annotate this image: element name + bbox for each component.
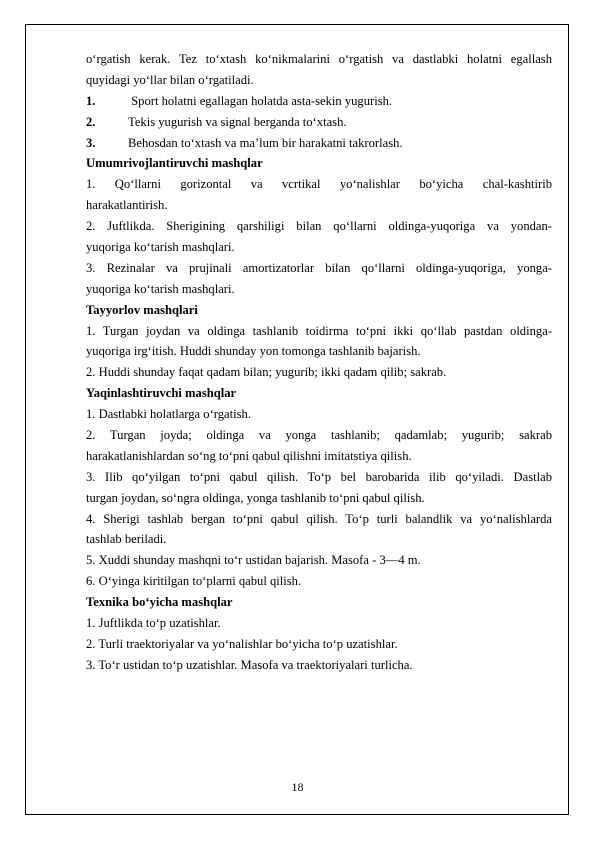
text-line: 3. To‘r ustidan to‘p uzatishlar. Masofa va traektoriyalari turlicha.	[86, 657, 413, 672]
text-line: 3. Ilib qo‘yilgan to‘pni qabul qilish. To‘p bel barobarida ilib qo‘yiladi. Dastlab	[86, 469, 552, 484]
text-line: 1. Dastlabki holatlarga o‘rgatish.	[86, 407, 251, 422]
text-line: quyidagi yo‘llar bilan o‘rgatiladi.	[86, 72, 254, 87]
text-line: 6. O‘yinga kiritilgan to‘plarni qabul qilish.	[86, 574, 302, 589]
text-line: 1. Turgan joydan va oldinga tashlanib toidirma to‘pni ikki qo‘llab pastdan oldinga-	[86, 323, 552, 338]
section-heading: Yaqinlashtiruvchi mashqlar	[86, 386, 237, 401]
text-line: 1. Qo‘llarni gorizontal va vcrtikal yo‘nalishlar bo‘yicha chal-kashtirib	[86, 177, 552, 192]
text-line: 5. Xuddi shunday mashqni to‘r ustidan bajarish. Masofa - 3—4 m.	[86, 553, 421, 568]
text-line: 3. Rezinalar va prujinali amortizatorlar bilan qo‘llarni oldinga-yuqoriga, yonga-	[86, 260, 552, 275]
list-number: 1.	[86, 93, 96, 108]
list-text: Behosdan to‘xtash va ma’lum bir harakatni takrorlash.	[128, 135, 403, 150]
text-line: turgan joydan, so‘ngra oldinga, yonga tashlanib to‘pni qabul qilish.	[86, 490, 425, 505]
section-heading: Texnika bo‘yicha mashqlar	[86, 595, 233, 610]
text-line: 1. Juftlikda to‘p uzatishlar.	[86, 616, 221, 631]
section-heading: Tayyorlov mashqlari	[86, 302, 198, 317]
text-line: 2. Turgan joyda; oldinga va yonga tashlanib; qadamlab; yugurib; sakrab	[86, 428, 552, 443]
text-line: harakatlantirish.	[86, 198, 168, 213]
list-item	[86, 91, 552, 112]
section-heading: Umumrivojlantiruvchi mashqlar	[86, 156, 263, 171]
text-line: yuqoriga ko‘tarish mashqlari.	[86, 240, 235, 255]
text-line: 2. Turli traektoriyalar va yo‘nalishlar bo‘yicha to‘p uzatishlar.	[86, 636, 398, 651]
list-number: 3.	[86, 135, 96, 150]
text-line: harakatlanishlardan so‘ng to‘pni qabul qilishni imitatstiya qilish.	[86, 448, 412, 463]
page-number: 18	[291, 780, 304, 794]
list-item	[86, 133, 552, 154]
text-line: tashlab beriladi.	[86, 532, 167, 547]
page-body	[86, 49, 552, 676]
text-line: 2. Huddi shunday faqat qadam bilan; yugurib; ikki qadam qilib; sakrab.	[86, 365, 447, 380]
text-line: yuqoriga ko‘tarish mashqlari.	[86, 281, 235, 296]
text-line: yuqoriga irg‘itish. Huddi shunday yon tomonga tashlanib bajarish.	[86, 344, 421, 359]
list-text: Sport holatni egallagan holatda asta-sekin yugurish.	[128, 93, 393, 108]
text-line: 4. Sherigi tashlab bergan to‘pni qabul qilish. To‘p turli balandlik va yo‘nalishlarda	[86, 511, 552, 526]
text-line: o‘rgatish kerak. Tez to‘xtash ko‘nikmalarini o‘rgatish va dastlabki holatni egallash	[86, 52, 552, 66]
list-text: Tekis yugurish va signal berganda to‘xtash.	[128, 114, 347, 129]
list-item	[86, 112, 552, 133]
list-number: 2.	[86, 114, 96, 129]
text-line: 2. Juftlikda. Sherigining qarshiligi bilan qo‘llarni oldinga-yuqoriga va yondan-	[86, 219, 552, 234]
